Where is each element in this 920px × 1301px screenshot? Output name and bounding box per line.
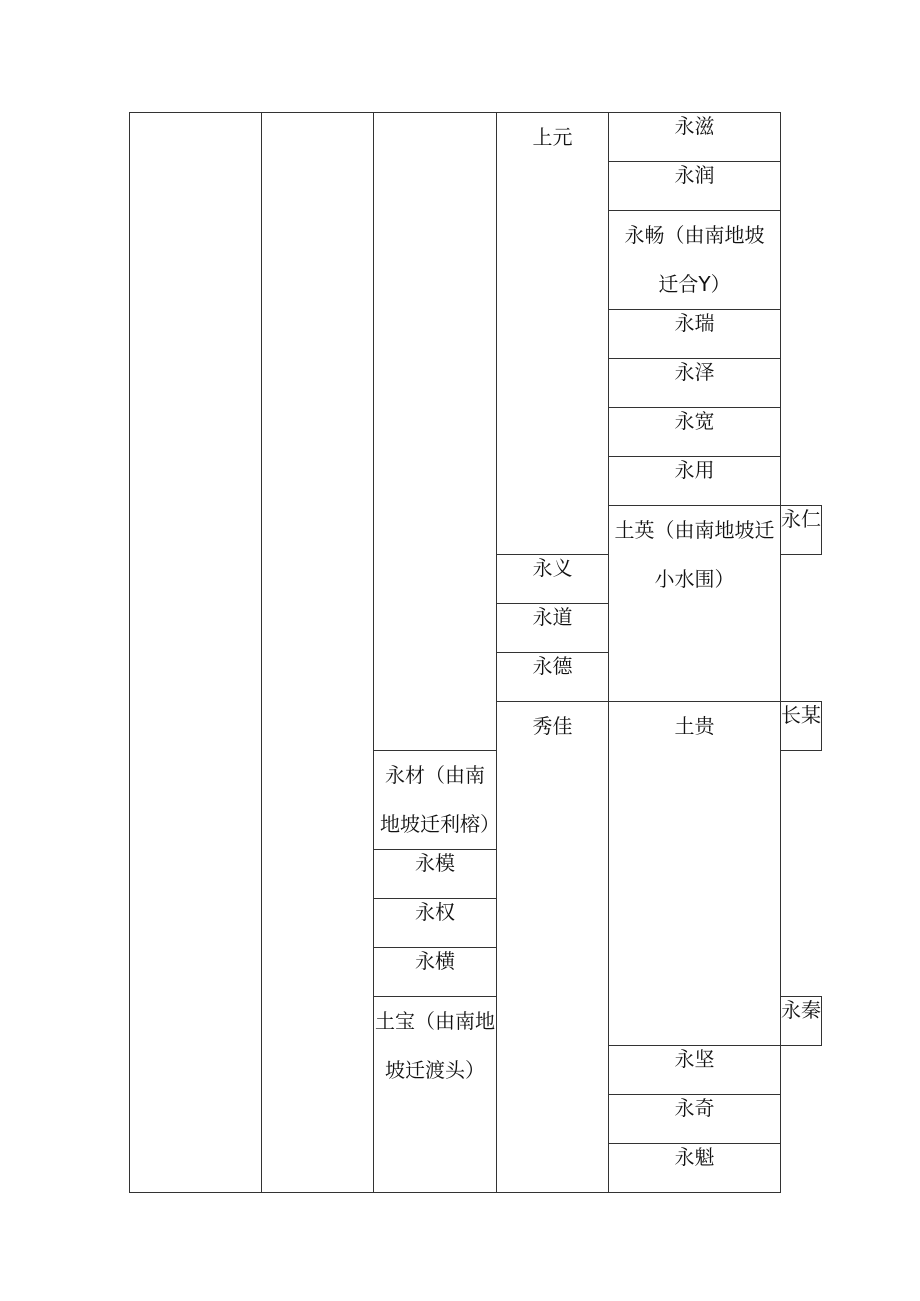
- child-cell: 永权: [374, 899, 497, 948]
- child-cell: 永秦: [781, 997, 822, 1046]
- child-cell: 永泽: [609, 359, 781, 408]
- child-cell: 永模: [374, 850, 497, 899]
- child-cell: 永瑞: [609, 310, 781, 359]
- generation-cell: [374, 113, 497, 751]
- branch-cell: 土宝（由南地坡迁渡头）: [374, 997, 497, 1193]
- child-cell: 永滋: [609, 113, 781, 162]
- child-cell: 永仁: [781, 506, 822, 555]
- branch-cell: 上元: [497, 113, 609, 555]
- genealogy-table: [129, 112, 822, 1193]
- child-cell: 永道: [497, 604, 609, 653]
- child-cell: 永坚: [609, 1046, 781, 1095]
- child-cell: 永用: [609, 457, 781, 506]
- child-cell: 永魁: [609, 1144, 781, 1193]
- child-cell: 永润: [609, 162, 781, 211]
- ancestor-column-2: [262, 113, 374, 1193]
- child-cell: 永横: [374, 948, 497, 997]
- child-cell: 永材（由南地坡迁利榕）: [374, 751, 497, 850]
- child-cell: 永奇: [609, 1095, 781, 1144]
- ancestor-column-1: [130, 113, 262, 1193]
- generation-cell: 秀佳: [497, 702, 609, 1193]
- child-cell: 永德: [497, 653, 609, 702]
- branch-cell: 土英（由南地坡迁小水围）: [609, 506, 781, 702]
- child-cell: 永义: [497, 555, 609, 604]
- child-cell: 长某: [781, 702, 822, 751]
- child-cell: 永畅（由南地坡迁合Y）: [609, 211, 781, 310]
- branch-cell: 土贵: [609, 702, 781, 1046]
- child-cell: 永宽: [609, 408, 781, 457]
